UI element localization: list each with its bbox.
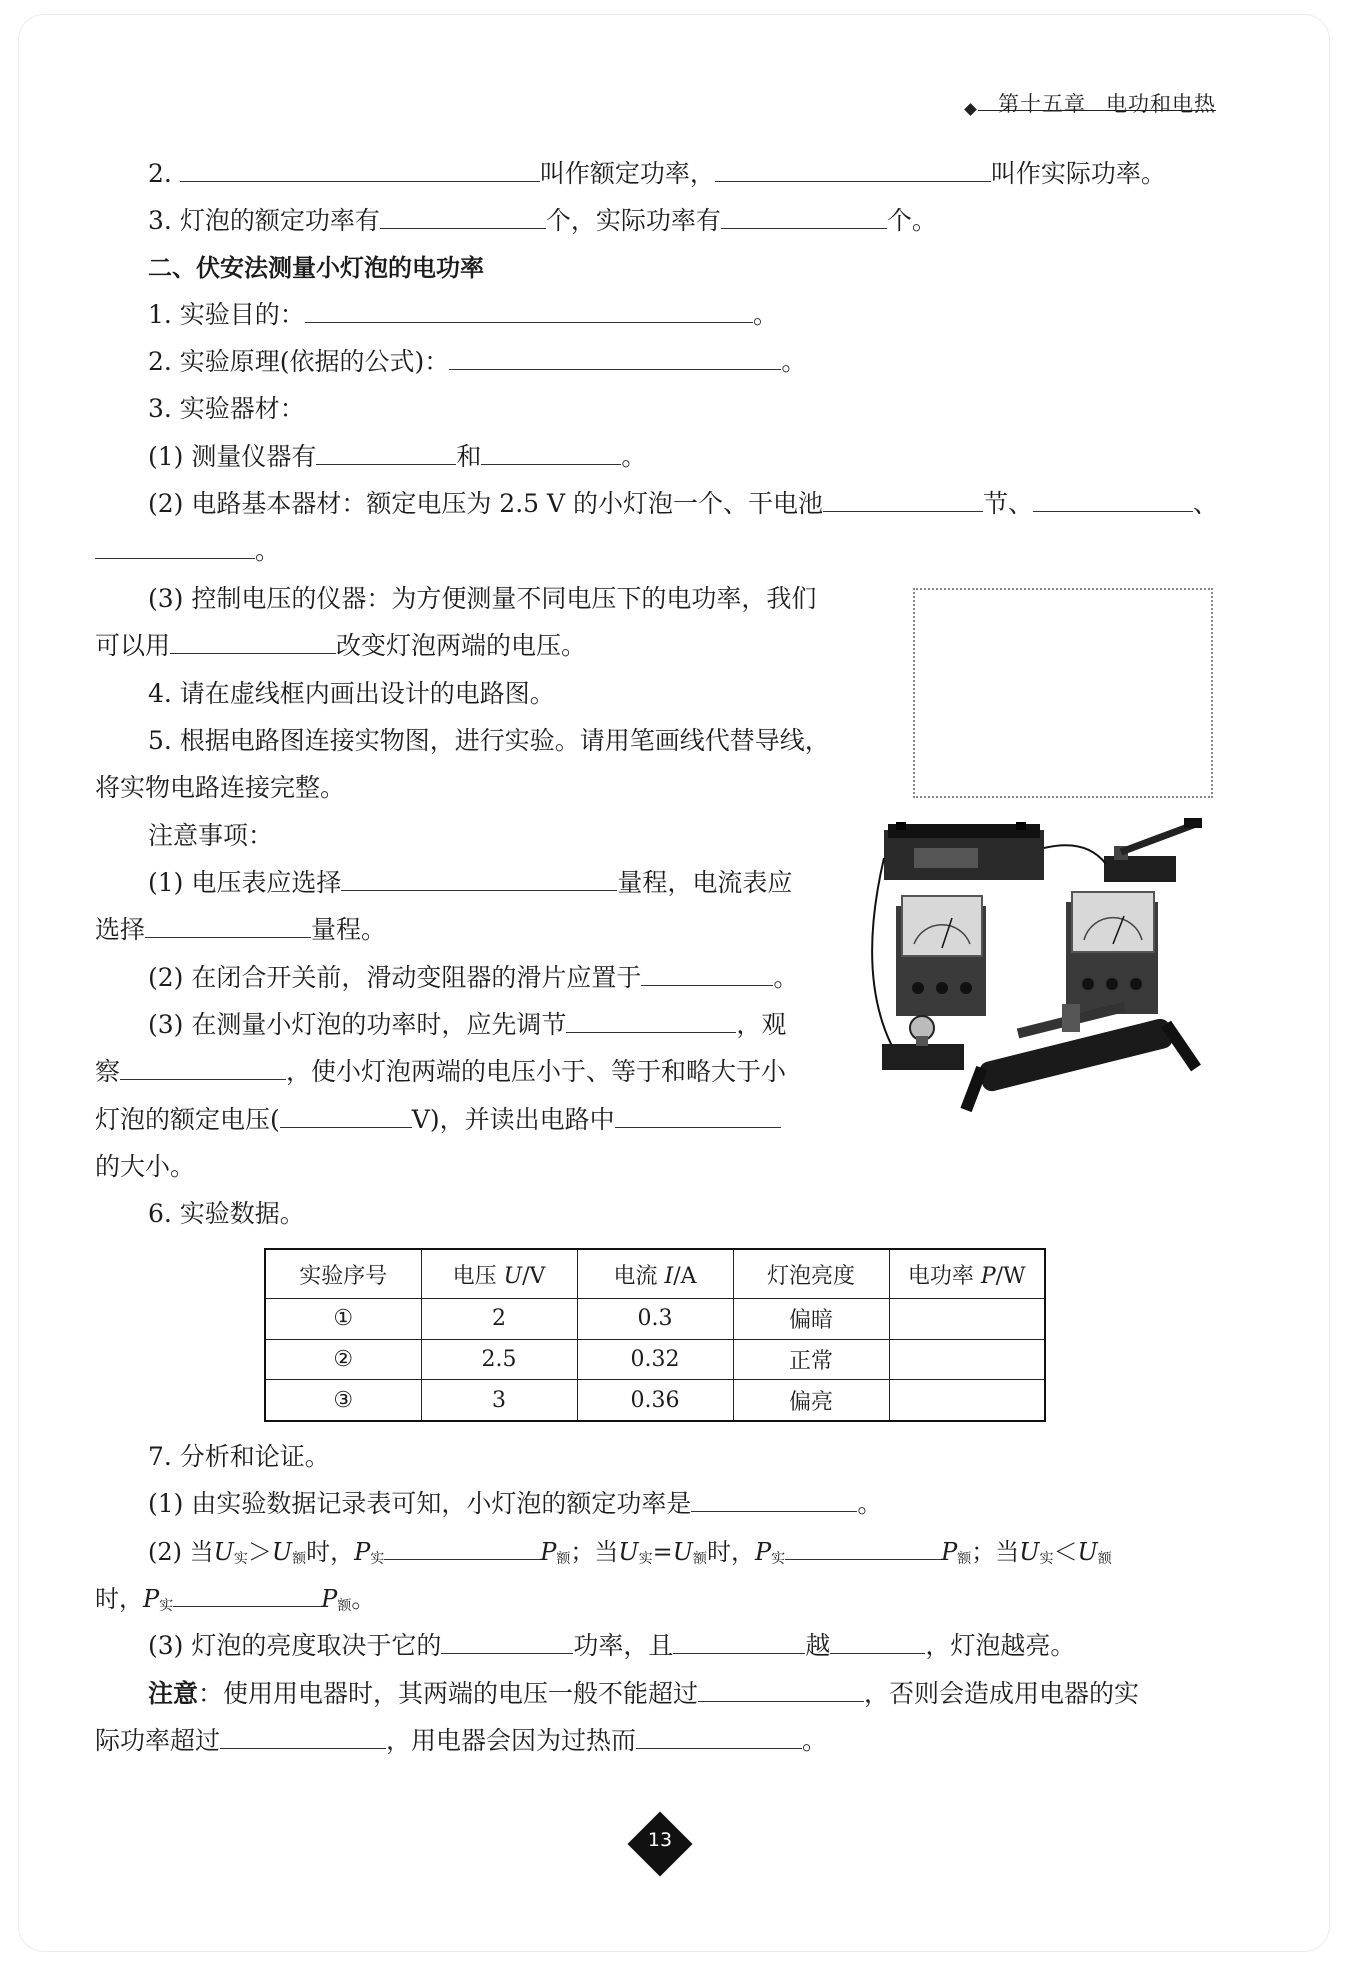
answer-blank[interactable] xyxy=(380,205,546,229)
table-row: ③ 3 0.36 偏亮 xyxy=(265,1380,1045,1421)
answer-blank[interactable] xyxy=(636,1725,802,1749)
item-7-2-cont: 时，$P_实$ $P_额$。 xyxy=(95,1585,376,1614)
rheostat-icon xyxy=(966,1002,1196,1110)
apparatus-photo xyxy=(866,818,1214,1124)
note-3: (3) 在测量小灯泡的功率时，应先调节 ，观 xyxy=(148,1010,787,1039)
voltmeter-icon xyxy=(896,896,986,1016)
item-3-3-cont: 可以用 改变灯泡两端的电压。 xyxy=(95,631,587,660)
answer-blank[interactable] xyxy=(305,299,753,323)
answer-blank[interactable] xyxy=(823,488,983,512)
table-header: 实验序号 xyxy=(265,1249,421,1299)
answer-blank[interactable] xyxy=(384,1536,540,1560)
answer-blank[interactable] xyxy=(95,535,255,559)
item-5: 5. 根据电路图连接实物图，进行实验。请用笔画线代替导线， xyxy=(148,726,830,755)
answer-cell[interactable] xyxy=(889,1380,1045,1421)
table-header: 电流 I/A xyxy=(577,1249,733,1299)
answer-cell[interactable] xyxy=(889,1299,1045,1340)
chapter-header xyxy=(998,88,1216,118)
question-2: 2. 叫作额定功率， 叫作实际功率。 xyxy=(148,159,1166,188)
table-header-row xyxy=(265,1249,1045,1299)
answer-blank[interactable] xyxy=(120,1056,286,1080)
item-3-2: (2) 电路基本器材：额定电压为 2.5 V 的小灯泡一个、干电池 节、 、 xyxy=(148,489,1219,518)
knife-switch-icon xyxy=(1104,818,1202,882)
answer-blank[interactable] xyxy=(220,1725,386,1749)
answer-blank[interactable] xyxy=(641,962,773,986)
chapter-number: 第十五章 xyxy=(998,92,1086,116)
answer-blank[interactable] xyxy=(481,441,621,465)
answer-blank[interactable] xyxy=(721,205,887,229)
note-3-cont-1: 察 ，使小灯泡两端的电压小于、等于和略大于小 xyxy=(95,1057,787,1086)
answer-blank[interactable] xyxy=(673,1630,805,1654)
page-number: 13 xyxy=(647,1829,673,1851)
header-rule xyxy=(978,110,1216,111)
answer-blank[interactable] xyxy=(566,1009,736,1033)
answer-blank[interactable] xyxy=(785,1536,941,1560)
table-row: ① 2 0.3 偏暗 xyxy=(265,1299,1045,1340)
attention-note: 注意：使用用电器时，其两端的电压一般不能超过 ，否则会造成用电器的实 xyxy=(148,1679,1140,1708)
circuit-diagram-box[interactable] xyxy=(913,588,1213,798)
answer-blank[interactable] xyxy=(615,1104,781,1128)
table-row: ② 2.5 0.32 正常 xyxy=(265,1339,1045,1380)
item-3-1: (1) 测量仪器有 和 。 xyxy=(148,442,647,471)
question-3: 3. 灯泡的额定功率有 个，实际功率有 个。 xyxy=(148,206,937,235)
item-1: 1. 实验目的： 。 xyxy=(148,300,778,329)
item-7: 7. 分析和论证。 xyxy=(148,1442,330,1471)
item-5-cont: 将实物电路连接完整。 xyxy=(95,773,346,802)
item-3-3: (3) 控制电压的仪器：为方便测量不同电压下的电功率，我们 xyxy=(148,584,817,613)
item-7-2: (2) 当$U_实>U_额$时，$P_实$ $P_额$；当$U_实=U_额$时，$P_实$ $P_额$；当$U_实<U_额$ xyxy=(148,1538,1112,1567)
item-3: 3. 实验器材： xyxy=(148,394,305,423)
item-6: 6. 实验数据。 xyxy=(148,1199,305,1228)
answer-blank[interactable] xyxy=(449,346,781,370)
answer-blank[interactable] xyxy=(830,1630,925,1654)
item-7-1: (1) 由实验数据记录表可知，小灯泡的额定功率是 。 xyxy=(148,1489,883,1518)
battery-box-icon xyxy=(884,822,1044,880)
item-4: 4. 请在虚线框内画出设计的电路图。 xyxy=(148,679,555,708)
note-1: (1) 电压表应选择 量程，电流表应 xyxy=(148,868,793,897)
lamp-holder-icon xyxy=(882,1016,964,1070)
item-3-2-cont: 。 xyxy=(95,534,280,568)
answer-blank[interactable] xyxy=(341,867,617,891)
ammeter-icon xyxy=(1066,892,1158,1014)
answer-blank[interactable] xyxy=(715,158,991,182)
item-2: 2. 实验原理(依据的公式)： 。 xyxy=(148,347,807,376)
section-heading: 二、伏安法测量小灯泡的电功率 xyxy=(148,254,484,282)
note-3-cont-3: 的大小。 xyxy=(95,1152,196,1181)
attention-note-cont: 际功率超过 ，用电器会因为过热而 。 xyxy=(95,1726,828,1755)
answer-blank[interactable] xyxy=(441,1630,573,1654)
item-7-3: (3) 灯泡的亮度取决于它的 功率，且 越 ，灯泡越亮。 xyxy=(148,1631,1076,1660)
answer-blank[interactable] xyxy=(1033,488,1193,512)
answer-blank[interactable] xyxy=(145,914,311,938)
note-1-cont: 选择 量程。 xyxy=(95,915,387,944)
notes-title: 注意事项： xyxy=(148,821,274,850)
answer-blank[interactable] xyxy=(698,1678,864,1702)
chapter-title: 电功和电热 xyxy=(1106,92,1216,116)
answer-blank[interactable] xyxy=(173,1583,321,1607)
table-header: 电功率 P/W xyxy=(889,1249,1045,1299)
answer-blank[interactable] xyxy=(691,1488,857,1512)
note-2: (2) 在闭合开关前，滑动变阻器的滑片应置于 。 xyxy=(148,963,799,992)
answer-cell[interactable] xyxy=(889,1339,1045,1380)
answer-blank[interactable] xyxy=(316,441,456,465)
answer-blank[interactable] xyxy=(180,158,540,182)
note-3-cont-2: 灯泡的额定电压( V)，并读出电路中 xyxy=(95,1103,781,1137)
answer-blank[interactable] xyxy=(170,630,336,654)
data-table xyxy=(264,1248,1046,1422)
table-header: 电压 U/V xyxy=(421,1249,577,1299)
table-header: 灯泡亮度 xyxy=(733,1249,889,1299)
answer-blank[interactable] xyxy=(280,1104,412,1128)
